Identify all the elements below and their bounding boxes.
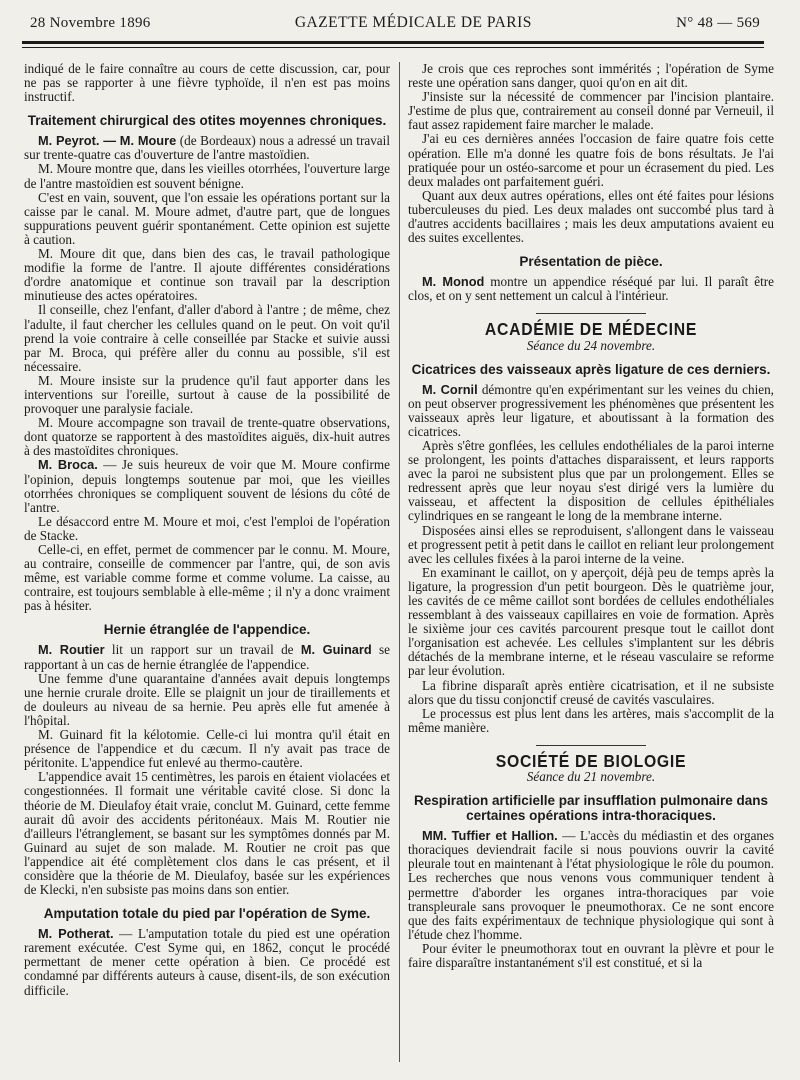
paragraph [24,458,390,514]
speaker-name: M. Cornil [422,381,478,397]
paragraph: Je crois que ces reproches sont immérités ; l'opération de Syme reste une opération sans danger, quoi qu'on en ait dit. [408,61,774,91]
paragraph: Après s'être gonflées, les cellules endothéliales de la paroi interne se prolongent, les points d'attaches disparaissent, et leurs rapports avec la paroi ne subsistent plus que par un prolongement. Elles se redressent après que leur noyau s'est dirigé vers la lumière du vaisseau, et affectent la disposition de cellules épithéliales cylindriques en se rangeant le long de la membrane interne. [408,437,774,524]
paragraph: Celle-ci, en effet, permet de commencer par le connu. M. Moure, au contraire, conseille de commencer par l'antre, qui, de son avis même, est variable comme forme et comme volume. La caisse, au contraire, est toujours semblable à elle-même ; il n'y a donc vraiment pas à hésiter. [24,542,390,614]
page-number: N° 48 — 569 [676,15,760,31]
paragraph [408,275,774,303]
paragraph: indiqué de le faire connaître au cours de cette discussion, car, pour ne pas se rapporter à une fièvre typhoïde, il n'en est pas moins instructif. [24,61,390,105]
paragraph: Pour éviter le pneumothorax tout en ouvrant la plèvre et pour le faire disparaître instantanément s'il est constitué, et si la [408,940,774,970]
paragraph-text: se rapportant à un cas de hernie étranglée de l'appendice. [24,642,391,672]
paragraph: Quant aux deux autres opérations, elles ont été faites pour lésions tuberculeuses du pied. Les deux malades ont succombé plus tard à d'autres accidents bacillaires ; mais les deux amputations avaient eu des suites excellentes. [408,187,774,246]
paragraph: Le processus est plus lent dans les artères, mais s'accomplit de la même manière. [408,705,774,735]
paragraph [24,134,390,162]
paragraph: M. Guinard fit la kélotomie. Celle-ci lui montra qu'il était en présence de l'appendice et du cæcum. Il n'y avait pas trace de péritonite. L'appendice fut enlevé au thermo-cautère. [24,727,390,771]
paragraph-text: lit un rapport sur un travail de [104,642,301,658]
speaker-name: M. Peyrot. — M. Moure [38,133,177,149]
left-column [24,62,390,998]
running-header [30,14,760,34]
paragraph [408,383,774,439]
right-column [408,62,774,970]
paragraph: C'est en vain, souvent, que l'on essaie les opérations portant sur la caisse par le canal. M. Moure admet, d'autre part, que de longues suppurations peuvent guérir spontanément. Cette opinion est sujette à caution. [24,189,390,247]
column-divider [399,62,400,1062]
speaker-name: M. Guinard [300,642,372,658]
society-title: SOCIÉTÉ DE BIOLOGIE [495,750,687,771]
paragraph [408,829,774,942]
paragraph: J'ai eu ces dernières années l'occasion de faire quatre fois cette opération. Elle m'a donné les quatre fois de bons résultats. Je l'ai pratiquée pour un ostéo-sarcome et pour un écrasement du pied. Les deux malades ont parfaitement guéri. [408,131,774,189]
paragraph-text: (de Bordeaux) nous a adressé un travail sur trente-quatre cas d'ouverture de l'antre mastoïdien. [24,133,390,163]
paragraph-text: montre un appendice réséqué par lui. Il paraît être clos, et on y sent nettement un calcul à l'intérieur. [408,274,774,304]
paragraph: Il conseille, chez l'enfant, d'aller d'abord à l'antre ; de même, chez l'adulte, il faut chercher les cellules quand on le peut. On voit qu'il prend la voie contraire à celle conseillée par Stacke et suivie aussi par M. Broca, qui préfère aller du connu au possible, s'il est nécessaire. [24,302,390,374]
paragraph-text: — L'amputation totale du pied est une opération rarement exécutée. C'est Syme qui, en 1862, conçut le procédé permettant de mener cette opération à bien. Ce procédé est condamné par différents auteurs à cause, disent-ils, de son exécution difficile. [24,926,391,998]
paragraph-text: démontre qu'en expérimentant sur les veines du chien, on peut observer progressivement les phénomènes que présentent les vaisseaux après leur ligature, et aboutissant à la formation des cicatrices. [408,381,774,439]
speaker-name: MM. Tuffier et Hallion. [422,828,558,844]
section-heading: Respiration artificielle par insufflation pulmonaire dans certaines opérations intra-thoraciques. [413,793,769,824]
session-date: Séance du 24 novembre. [526,337,656,353]
paragraph: La fibrine disparaît après entière cicatrisation, et il ne subsiste alors que du tissu conjonctif creusé de cavités vasculaires. [408,677,774,707]
journal-title: GAZETTE MÉDICALE DE PARIS [294,14,532,31]
session-date: Séance du 21 novembre. [526,769,656,785]
paragraph: Le désaccord entre M. Moure et moi, c'est l'emploi de l'opération de Stacke. [24,513,390,543]
society-title: ACADÉMIE DE MÉDECINE [484,319,698,340]
speaker-name: M. Broca. [38,457,98,473]
section-heading: Amputation totale du pied par l'opération de Syme. [43,906,371,922]
paragraph-text: — L'accès du médiastin et des organes thoraciques deviendrait facile si nous pouvions ouvrir la cavité pleurale tout en maintenant à l'état physiologique le rôle du poumon. Les recherches que nous venons vous communiquer tendent à permettre d'aborder les organes intra-thoraciques par voie transpleurale sans provoquer le pneumothorax. Ce ne sont encore que des faits expérimentaux de technique physiologique qui sont à l'étude chez l'homme. [408,828,775,942]
paragraph: J'insiste sur la nécessité de commencer par l'incision plantaire. J'estime de plus que, contrairement au conseil donné par Verneuil, il faut assez rapidement faire marcher le malade. [408,89,774,133]
speaker-name: M. Potherat. [38,926,114,942]
separator-rule [536,745,646,746]
section-heading: Cicatrices des vaisseaux après ligature de ces derniers. [411,361,771,377]
paragraph: L'appendice avait 15 centimètres, les parois en étaient violacées et congestionnées. Il formait une véritable cavité close. Si donc la théorie de M. Dieulafoy était vraie, conclut M. Guinard, cette femme aurait dû avoir des accidents péritonéaux. Mais M. Routier nie d'ailleurs l'étranglement, se basant sur les symptômes donnés par M. Guinard au sujet de son malade. M. Routier ne croit pas que l'appendice ait été complètement clos dans le cas présent, et il considère que la théorie de M. Dieulafoy, basée sur les expériences de Klecki, n'en subsiste pas moins dans son entier. [24,769,390,898]
paragraph: M. Moure insiste sur la prudence qu'il faut apporter dans les interventions sur l'oreille, surtout à cause de la possibilité de provoquer une paralysie faciale. [24,372,390,417]
header-rule-thick [22,41,764,44]
header-date: 28 Novembre 1896 [30,15,151,31]
paragraph: Une femme d'une quarantaine d'années avait depuis longtemps une hernie crurale droite. Elle se plaignit un jour de tiraillements et de douleurs au niveau de sa hernie. Peu après elle fut amenée à l'hôpital. [24,670,390,728]
speaker-name: M. Routier [38,642,105,658]
separator-rule [536,313,646,314]
paragraph-text: — Je suis heureux de voir que M. Moure confirme l'opinion, depuis longtemps soutenue par moi, que les vieilles otorrhées chroniques se compliquent souvent de lésions du côté de l'antre. [24,457,390,515]
paragraph [24,643,390,671]
paragraph: Disposées ainsi elles se reproduisent, s'allongent dans le vaisseau et progressent petit à petit dans le caillot en reliant leur prolongement avec les cellules fixées à la paroi interne de la veine. [408,522,774,566]
paragraph: En examinant le caillot, on y aperçoit, déjà peu de temps après la ligature, la progression d'un petit bourgeon. Dès le quatrième jour, les cavités de ce même caillot sont bordées de cellules endothéliales ressemblant à des vaisseaux capillaires en voie de formation. Après le sixième jour ces cavités parcourent presque tout le caillot dont l'organisation est achevée. Les cellules s'implantent sur les débris détachés de la membrane interne, et le réseau vasculaire se reforme par leur évolution. [408,564,774,679]
paragraph: M. Moure accompagne son travail de trente-quatre observations, dont quatorze se rapportent à des mastoïdites aiguës, dix-huit autres à des mastoïdites chroniques. [24,415,390,459]
paragraph: M. Moure montre que, dans les vieilles otorrhées, l'ouverture large de l'antre mastoïdien est souvent bénigne. [24,161,390,191]
paragraph [24,927,390,997]
header-rule-thin [22,47,764,48]
section-heading: Présentation de pièce. [519,254,663,270]
section-heading: Hernie étranglée de l'appendice. [103,622,311,638]
speaker-name: M. Monod [422,274,485,290]
paragraph: M. Moure dit que, dans bien des cas, le travail pathologique modifie la forme de l'antre. Il ajoute différentes considérations d'ordre anatomique et continue son travail par la description minutieuse des actes opératoires. [24,246,390,304]
section-heading: Traitement chirurgical des otites moyennes chroniques. [27,113,387,129]
